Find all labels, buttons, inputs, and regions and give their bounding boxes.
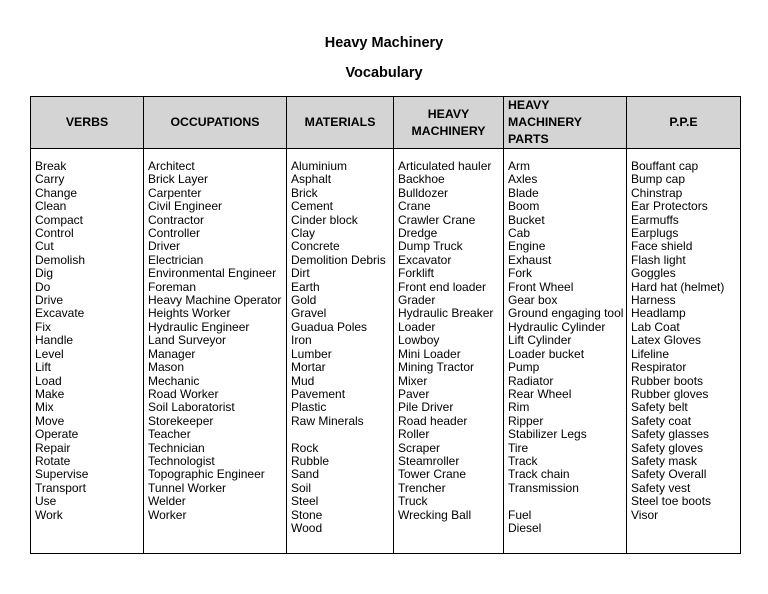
vocabulary-item: Track bbox=[508, 453, 538, 468]
vocabulary-item: Lifeline bbox=[631, 346, 670, 361]
vocabulary-item: Architect bbox=[148, 159, 195, 173]
vocabulary-item: Trencher bbox=[398, 480, 446, 495]
vocabulary-item: Arm bbox=[508, 159, 530, 173]
vocabulary-item: Excavate bbox=[35, 306, 85, 321]
vocabulary-item: Forklift bbox=[398, 266, 434, 281]
vocabulary-item: Road Worker bbox=[148, 386, 219, 401]
vocabulary-item: Truck bbox=[398, 494, 428, 509]
vocabulary-item: Track chain bbox=[508, 467, 570, 482]
vocabulary-item: Gear box bbox=[508, 293, 558, 308]
vocabulary-item: Bucket bbox=[508, 212, 545, 227]
vocabulary-item: Wrecking Ball bbox=[398, 507, 472, 522]
vocabulary-item: Latex Gloves bbox=[631, 333, 702, 348]
vocabulary-item: Safety gloves bbox=[631, 440, 704, 455]
vocabulary-item: Change bbox=[35, 185, 78, 200]
vocabulary-item: Transmission bbox=[508, 480, 579, 495]
vocabulary-item: Foreman bbox=[148, 279, 197, 294]
vocabulary-item: Paver bbox=[398, 386, 430, 401]
vocabulary-item: Safety belt bbox=[631, 400, 688, 415]
vocabulary-item: Raw Minerals bbox=[291, 413, 364, 428]
vocabulary-item: Loader bbox=[398, 319, 436, 334]
vocabulary-item: Respirator bbox=[631, 360, 687, 375]
vocabulary-item: Steamroller bbox=[398, 453, 460, 468]
vocabulary-item: Control bbox=[35, 226, 74, 241]
vocabulary-item: Fuel bbox=[508, 507, 532, 522]
vocabulary-item: Civil Engineer bbox=[148, 199, 223, 214]
vocabulary-item: Lab Coat bbox=[631, 319, 680, 334]
vocabulary-item: Rubble bbox=[291, 453, 330, 468]
vocabulary-item: Worker bbox=[148, 507, 187, 522]
vocabulary-item: Transport bbox=[35, 480, 86, 495]
vocabulary-item: Technologist bbox=[148, 453, 215, 468]
vocabulary-item: Safety mask bbox=[631, 453, 698, 468]
vocabulary-item: Load bbox=[35, 373, 62, 388]
vocabulary-item: Earplugs bbox=[631, 226, 679, 241]
vocabulary-item: Soil Laboratorist bbox=[148, 400, 235, 415]
group-spacer bbox=[291, 428, 393, 441]
vocabulary-item: Dirt bbox=[291, 266, 310, 281]
vocabulary-item: Axles bbox=[508, 172, 538, 187]
vocabulary-item: Demolish bbox=[35, 252, 86, 267]
vocabulary-item: Rotate bbox=[35, 453, 71, 468]
vocabulary-item: Exhaust bbox=[508, 252, 552, 267]
vocabulary-item: Loader bucket bbox=[508, 346, 585, 361]
vocabulary-item: Controller bbox=[148, 226, 201, 241]
column-ppe bbox=[627, 149, 741, 554]
vocabulary-item: Welder bbox=[148, 494, 186, 509]
vocabulary-item: Drive bbox=[35, 293, 64, 308]
vocabulary-item: Earmuffs bbox=[631, 212, 679, 227]
vocabulary-item: Concrete bbox=[291, 239, 340, 254]
vocabulary-item: Steel bbox=[291, 494, 319, 509]
column-verbs bbox=[31, 149, 144, 554]
vocabulary-item: Mining Tractor bbox=[398, 360, 475, 375]
vocabulary-item: Mason bbox=[148, 360, 185, 375]
header-materials: MATERIALS bbox=[287, 97, 394, 149]
vocabulary-item: Lowboy bbox=[398, 333, 440, 348]
vocabulary-item: Manager bbox=[148, 346, 196, 361]
vocabulary-item: Land Surveyor bbox=[148, 333, 227, 348]
vocabulary-item: Ground engaging tool bbox=[508, 306, 624, 321]
vocabulary-item: Sand bbox=[291, 467, 320, 482]
vocabulary-item: Hydraulic Breaker bbox=[398, 306, 494, 321]
vocabulary-item: Carpenter bbox=[148, 185, 202, 200]
vocabulary-item: Clay bbox=[291, 226, 316, 241]
vocabulary-item: Roller bbox=[398, 427, 430, 442]
vocabulary-item: Safety Overall bbox=[631, 467, 707, 482]
vocabulary-item: Diesel bbox=[508, 520, 542, 535]
vocabulary-item: Crawler Crane bbox=[398, 212, 476, 227]
vocabulary-item: Mortar bbox=[291, 360, 326, 375]
vocabulary-item: Dredge bbox=[398, 226, 438, 241]
vocabulary-item: Electrician bbox=[148, 252, 204, 267]
vocabulary-item: Backhoe bbox=[398, 172, 445, 187]
vocabulary-item: Bump cap bbox=[631, 172, 686, 187]
vocabulary-table bbox=[30, 96, 741, 554]
vocabulary-item: Work bbox=[35, 507, 63, 522]
vocabulary-item: Rim bbox=[508, 400, 530, 415]
vocabulary-item: Grader bbox=[398, 293, 436, 308]
vocabulary-item: Repair bbox=[35, 440, 71, 455]
vocabulary-item: Handle bbox=[35, 333, 74, 348]
table-body-row bbox=[31, 149, 741, 554]
vocabulary-item: Bouffant cap bbox=[631, 159, 699, 173]
vocabulary-item: Front end loader bbox=[398, 279, 487, 294]
group-spacer bbox=[508, 495, 626, 508]
vocabulary-item: Visor bbox=[631, 507, 659, 522]
vocabulary-item: Mechanic bbox=[148, 373, 200, 388]
vocabulary-item: Fix bbox=[35, 319, 51, 334]
vocabulary-item: Gold bbox=[291, 293, 317, 308]
vocabulary-item: Cab bbox=[508, 226, 531, 241]
vocabulary-item: Tire bbox=[508, 440, 529, 455]
vocabulary-item: Plastic bbox=[291, 400, 327, 415]
vocabulary-item: Hard hat (helmet) bbox=[631, 279, 725, 294]
vocabulary-item: Chinstrap bbox=[631, 185, 683, 200]
vocabulary-item: Supervise bbox=[35, 467, 89, 482]
vocabulary-item: Steel toe boots bbox=[631, 494, 712, 509]
column-heavy-machinery bbox=[394, 149, 504, 554]
vocabulary-item: Clean bbox=[35, 199, 67, 214]
vocabulary-item: Hydraulic Engineer bbox=[148, 319, 250, 334]
vocabulary-item: Dump Truck bbox=[398, 239, 463, 254]
vocabulary-item: Carry bbox=[35, 172, 65, 187]
vocabulary-item: Safety coat bbox=[631, 413, 692, 428]
vocabulary-item: Mix bbox=[35, 400, 54, 415]
vocabulary-item: Operate bbox=[35, 427, 79, 442]
vocabulary-item: Scraper bbox=[398, 440, 441, 455]
vocabulary-item: Pump bbox=[508, 360, 540, 375]
vocabulary-item: Heavy Machine Operator bbox=[148, 293, 282, 308]
vocabulary-item: Excavator bbox=[398, 252, 452, 267]
vocabulary-item: Heights Worker bbox=[148, 306, 231, 321]
vocabulary-item: Rear Wheel bbox=[508, 386, 572, 401]
column-heavy-machinery-parts bbox=[504, 149, 627, 554]
vocabulary-item: Storekeeper bbox=[148, 413, 214, 428]
vocabulary-item: Radiator bbox=[508, 373, 554, 388]
vocabulary-item: Use bbox=[35, 494, 57, 509]
header-ppe: P.P.E bbox=[627, 97, 741, 149]
vocabulary-item: Lift bbox=[35, 360, 52, 375]
vocabulary-item: Dig bbox=[35, 266, 54, 281]
vocabulary-item: Break bbox=[35, 159, 67, 173]
vocabulary-item: Stone bbox=[291, 507, 323, 522]
document-title: Heavy Machinery bbox=[324, 35, 444, 51]
vocabulary-item: Bulldozer bbox=[398, 185, 449, 200]
vocabulary-item: Articulated hauler bbox=[398, 159, 492, 173]
vocabulary-item: Brick Layer bbox=[148, 172, 209, 187]
vocabulary-item: Topographic Engineer bbox=[148, 467, 265, 482]
header-occupations: OCCUPATIONS bbox=[144, 97, 287, 149]
vocabulary-item: Cut bbox=[35, 239, 54, 254]
vocabulary-item: Soil bbox=[291, 480, 312, 495]
vocabulary-item: Ear Protectors bbox=[631, 199, 708, 214]
vocabulary-item: Asphalt bbox=[291, 172, 332, 187]
column-materials bbox=[287, 149, 394, 554]
vocabulary-item: Mini Loader bbox=[398, 346, 461, 361]
vocabulary-item: Lumber bbox=[291, 346, 332, 361]
vocabulary-item: Contractor bbox=[148, 212, 205, 227]
vocabulary-item: Lift Cylinder bbox=[508, 333, 572, 348]
vocabulary-item: Teacher bbox=[148, 427, 191, 442]
header-verbs: VERBS bbox=[31, 97, 144, 149]
vocabulary-item: Rubber gloves bbox=[631, 386, 709, 401]
vocabulary-item: Brick bbox=[291, 185, 318, 200]
vocabulary-item: Iron bbox=[291, 333, 312, 348]
vocabulary-item: Level bbox=[35, 346, 64, 361]
vocabulary-item: Do bbox=[35, 279, 51, 294]
vocabulary-item: Mixer bbox=[398, 373, 428, 388]
vocabulary-item: Road header bbox=[398, 413, 468, 428]
vocabulary-item: Tunnel Worker bbox=[148, 480, 227, 495]
vocabulary-item: Cinder block bbox=[291, 212, 358, 227]
vocabulary-item: Make bbox=[35, 386, 65, 401]
vocabulary-item: Aluminium bbox=[291, 159, 348, 173]
vocabulary-item: Blade bbox=[508, 185, 539, 200]
vocabulary-item: Engine bbox=[508, 239, 546, 254]
vocabulary-item: Fork bbox=[508, 266, 532, 281]
vocabulary-item: Pile Driver bbox=[398, 400, 454, 415]
vocabulary-item: Front Wheel bbox=[508, 279, 574, 294]
vocabulary-item: Compact bbox=[35, 212, 84, 227]
table-header-row bbox=[31, 97, 741, 149]
vocabulary-item: Pavement bbox=[291, 386, 346, 401]
vocabulary-item: Safety vest bbox=[631, 480, 691, 495]
vocabulary-item: Crane bbox=[398, 199, 431, 214]
vocabulary-item: Flash light bbox=[631, 252, 686, 267]
vocabulary-item: Boom bbox=[508, 199, 540, 214]
vocabulary-item: Demolition Debris bbox=[291, 252, 386, 267]
vocabulary-item: Earth bbox=[291, 279, 320, 294]
vocabulary-item: Wood bbox=[291, 520, 323, 535]
vocabulary-item: Environmental Engineer bbox=[148, 266, 277, 281]
column-occupations bbox=[144, 149, 287, 554]
vocabulary-item: Harness bbox=[631, 293, 676, 308]
vocabulary-item: Stabilizer Legs bbox=[508, 427, 587, 442]
vocabulary-item: Move bbox=[35, 413, 65, 428]
header-heavy-machinery: HEAVY MACHINERY bbox=[394, 97, 504, 149]
vocabulary-item: Guadua Poles bbox=[291, 319, 368, 334]
vocabulary-item: Safety glasses bbox=[631, 427, 710, 442]
document-subtitle: Vocabulary bbox=[345, 65, 423, 81]
vocabulary-item: Hydraulic Cylinder bbox=[508, 319, 606, 334]
vocabulary-item: Goggles bbox=[631, 266, 676, 281]
vocabulary-item: Gravel bbox=[291, 306, 327, 321]
vocabulary-item: Rock bbox=[291, 440, 319, 455]
vocabulary-item: Driver bbox=[148, 239, 180, 254]
vocabulary-item: Cement bbox=[291, 199, 334, 214]
vocabulary-item: Ripper bbox=[508, 413, 544, 428]
vocabulary-item: Technician bbox=[148, 440, 205, 455]
vocabulary-item: Rubber boots bbox=[631, 373, 704, 388]
vocabulary-item: Tower Crane bbox=[398, 467, 467, 482]
vocabulary-item: Headlamp bbox=[631, 306, 686, 321]
vocabulary-item: Face shield bbox=[631, 239, 693, 254]
header-heavy-machinery-parts: HEAVY MACHINERY PARTS bbox=[504, 97, 627, 149]
vocabulary-item: Mud bbox=[291, 373, 315, 388]
